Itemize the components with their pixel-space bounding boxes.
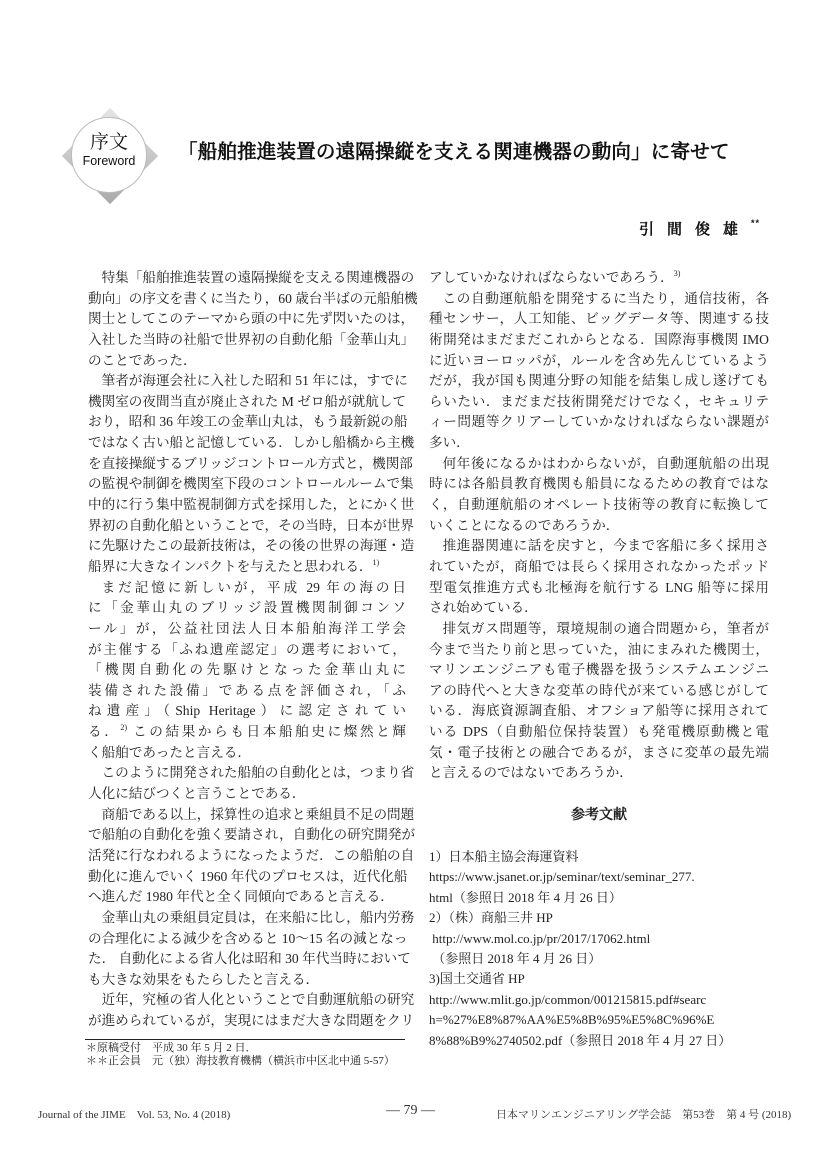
text-line: 今まで当たり前と思っていた，油にまみれた機関士，	[429, 641, 769, 657]
text-line: いくことになるのであろうか．	[429, 517, 620, 533]
text-line: され始めている．	[429, 600, 538, 616]
text-line: いる DPS（自動船位保持装置）も発電機原動機と電	[429, 724, 769, 740]
article-title: 「船舶推進装置の遠隔操縦を支える関連機器の動向」に寄せて	[178, 141, 730, 163]
text-line: 関士としてこのテーマから頭の中に先ず閃いたのは，	[88, 311, 415, 327]
reference-line: html（参照日 2018 年 4 月 26 日）	[429, 889, 622, 905]
text-line: 機関室の夜間当直が廃止された M ゼロ船が就航して	[88, 393, 406, 409]
text-line: と言えるのではないであろうか．	[429, 765, 633, 781]
badge-label-jp: 序文	[89, 132, 128, 153]
body-left-column	[88, 268, 418, 1032]
footnote-divider	[85, 1039, 405, 1040]
text-line: アの時代へと大きな変革の時代が来ている感じがして	[429, 682, 769, 698]
reference-line: 8%88%B9%2740502.pdf（参照日 2018 年 4 月 27 日）	[429, 1032, 732, 1048]
text-line: 時には各船員教育機関も船員になるための教育ではな	[429, 476, 769, 492]
text-line: の監視や制御を機関室下段のコントロールルームで集	[88, 476, 414, 492]
text-line: この自動運航船を開発するに当たり，通信技術，各	[442, 290, 769, 306]
reference-line: http://www.mol.co.jp/pr/2017/17062.html	[429, 930, 651, 946]
text-line: 気・電子技術との融合であるが，まさに変革の最先端	[429, 744, 769, 760]
text-line: だが，我が国も関連分野の知能を結集し成し遂げても	[429, 373, 769, 389]
text-line: まだ記憶に新しいが，平成 29 年の海の日	[101, 579, 406, 595]
text-line: 商船である以上，採算性の追求と乗組員不足の問題	[101, 806, 415, 822]
text-line: ね遺産」（Ship Heritage）に認定されてい	[88, 703, 406, 719]
badge-label-en: Foreword	[82, 154, 136, 168]
text-line: 中的に行う集中監視制御方式を採用した，とにかく世	[88, 497, 415, 513]
text-line: れていたが，商船では長らく採用されなかったポッド	[429, 558, 769, 574]
body-right-column	[429, 268, 769, 784]
foreword-badge	[62, 108, 158, 204]
text-line: ではなく古い船と記憶している．しかし船橋から主機	[88, 435, 415, 451]
text-line: このように開発された船舶の自動化とは，つまり省	[101, 765, 415, 781]
text-line: で船舶の自動化を強く要請され，自動化の研究開発が	[88, 827, 416, 843]
author-footnote-mark: **	[750, 218, 760, 228]
text-line: 人化に結びつくと言うことである．	[88, 786, 306, 802]
text-line: 特集「船舶推進装置の遠隔操縦を支える関連機器の	[101, 270, 415, 285]
text-line: 金華山丸の乗組員定員は，在来船に比し，船内労務	[101, 909, 415, 925]
text-line: おり，昭和 36 年竣工の金華山丸は，もう最新鋭の船	[88, 414, 408, 430]
text-line: 種センサー，人工知能、ビッグデータ等、関連する技	[429, 311, 769, 327]
text-line: に先駆けたこの最新技術は，その後の世界の海運・造	[88, 538, 415, 554]
text-line: 入社した当時の社船で世界初の自動化船「金華山丸」	[88, 331, 415, 347]
reference-line: https://www.jsanet.or.jp/seminar/text/seminar_277.	[429, 869, 695, 885]
text-line: マリンエンジニアも電子機器を扱うシステムエンジニ	[429, 662, 769, 678]
text-line: る．$^{2)}$ この結果からも日本船舶史に燦然と輝	[88, 723, 406, 740]
text-line: 型電気推進方式も北極海を航行する LNG 船等に採用	[429, 579, 769, 595]
text-line: た． 自動化による省人化は昭和 30 年代当時において	[88, 951, 411, 967]
citation-superscript: 1)	[372, 557, 380, 567]
text-line: 動向」の序文を書くに当たり，60 歳台半ばの元船舶機	[88, 290, 418, 306]
footer-journal-jp: 日本マリンエンジニアリング学会誌 第53巻 第 4 号 (2018)	[496, 1109, 792, 1121]
reference-line: （参照日 2018 年 4 月 26 日）	[429, 950, 602, 966]
text-line: 装備された設備」である点を評価され，「ふ	[88, 682, 406, 698]
references-heading: 参考文献	[571, 806, 627, 822]
text-line: く，自動運航船のオペレート技術等の教育に転換して	[429, 497, 769, 513]
reference-line: 2）（株）商船三井 HP	[429, 910, 553, 926]
text-line: 界初の自動化船ということで，その当時，日本が世界	[88, 517, 414, 533]
text-line: を直接操縦するブリッジコントロール方式と，機関部	[88, 455, 413, 471]
text-line: のことであった．	[88, 352, 197, 368]
reference-line: 1）日本船主協会海運資料	[429, 849, 579, 864]
text-line: アしていかなければならないであろう．$^{3)}$	[429, 269, 681, 285]
footnotes	[86, 1042, 395, 1068]
text-line: いる．海底資源調査船、オフショア船等に採用されて	[429, 703, 769, 719]
text-line: 動化に進んでいく 1960 年代のプロセスは，近代化船	[88, 868, 408, 884]
text-line: が進められているが，実現にはまだ大きな問題をクリ	[88, 1013, 415, 1029]
citation-superscript: 3)	[673, 269, 681, 278]
text-line: が主催する「ふね遺産認定」の選考において，	[88, 641, 406, 657]
page-number: — 79 —	[386, 1103, 435, 1118]
text-line: 何年後になるかはわからないが，自動運航船の出現	[442, 455, 769, 471]
citation-superscript: 2)	[120, 723, 128, 733]
text-line: 筆者が海運会社に入社した昭和 51 年には，すでに	[101, 373, 408, 389]
author-name: 引間俊雄	[638, 221, 751, 238]
reference-line: h=%27%E8%87%AA%E5%8B%95%E5%8C%96%E	[429, 1012, 715, 1028]
reference-line: 3)国土交通省 HP	[429, 971, 525, 987]
text-line: ール」が，公益社団法人日本船舶海洋工学会	[88, 620, 406, 636]
text-line: 多い．	[429, 435, 470, 451]
badge-circle	[71, 117, 147, 193]
text-line: 排気ガス問題等，環境規制の適合問題から，筆者が	[442, 620, 769, 636]
text-line: 術開発はまだまだこれからとなる．国際海事機関 IMO	[429, 331, 769, 347]
footnote-received: ＊原稿受付 平成 30 年 5 月 2 日．	[86, 1042, 257, 1054]
references-list	[429, 847, 774, 1051]
text-line: 活発に行なわれるようになったようだ．この船舶の自	[88, 847, 415, 863]
footnote-author-affiliation: ＊＊正会員 元（独）海技教育機構（横浜市中区北中通 5-57）	[86, 1055, 395, 1067]
text-line: 船界に大きなインパクトを与えたと思われる．$^{1)}$	[88, 557, 380, 574]
text-line: らいたい．まだまだ技術開発だけでなく，セキュリテ	[429, 393, 769, 409]
reference-line: http://www.mlit.go.jp/common/001215815.pdf#searc	[429, 991, 707, 1007]
text-line: の合理化による減少を含めると 10〜15 名の減となっ	[88, 930, 408, 946]
text-line: 近年，究極の省人化ということで自動運航船の研究	[101, 992, 415, 1008]
text-line: 推進器関連に話を戻すと，今まで客船に多く採用さ	[442, 538, 769, 554]
footer-journal-en: Journal of the JIME Vol. 53, No. 4 (2018)	[38, 1109, 231, 1121]
text-line: に近いヨーロッパが，ルールを含め先んじているよう	[429, 352, 769, 368]
text-line: に「金華山丸のブリッジ設置機関制御コンソ	[88, 600, 406, 616]
text-line: く船舶であったと言える．	[88, 744, 251, 760]
text-line: も大きな効果をもたらしたと言える．	[88, 971, 320, 987]
text-line: ィー問題等クリアーしていかなければならない課題が	[429, 414, 769, 430]
author	[639, 218, 760, 239]
text-line: 「機関自動化の先駆けとなった金華山丸に	[88, 662, 406, 678]
text-line: へ進んだ 1980 年代と全く同傾向であると言える．	[88, 889, 394, 905]
